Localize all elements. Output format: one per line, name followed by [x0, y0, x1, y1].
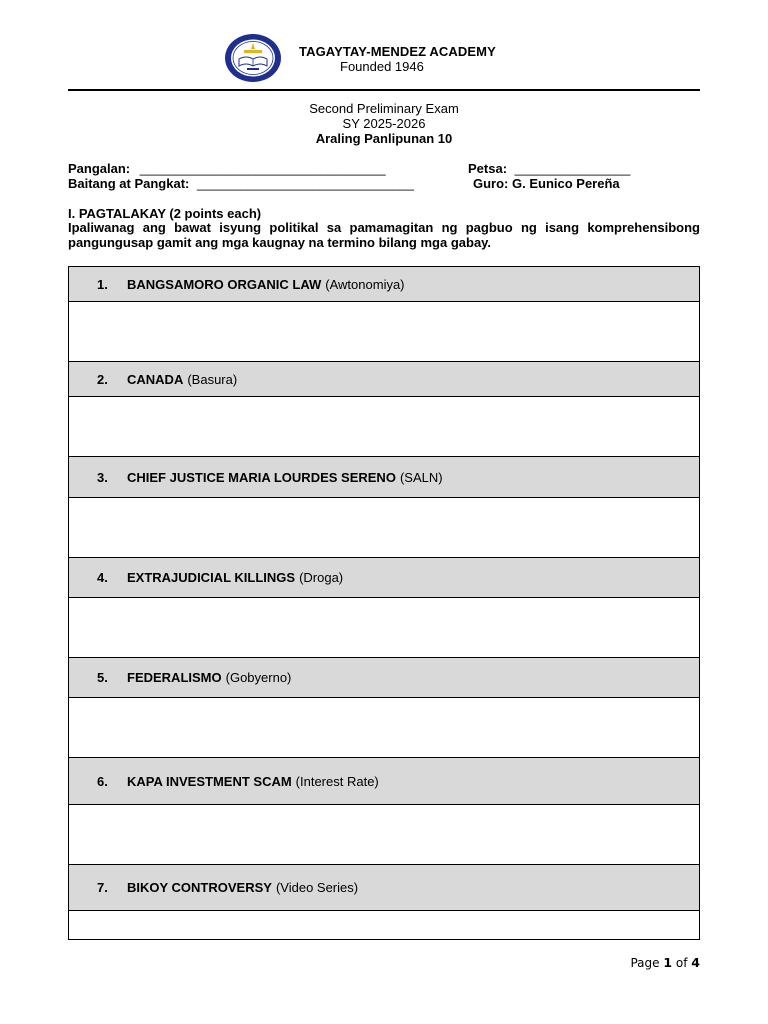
grade-section-label: Baitang at Pangkat:	[68, 176, 190, 191]
question-number: 3.	[97, 469, 108, 485]
question-row-7	[69, 864, 699, 911]
grade-section-field[interactable]	[68, 176, 414, 191]
date-field[interactable]	[468, 161, 630, 176]
question-term: EXTRAJUDICIAL KILLINGS	[127, 570, 296, 585]
section-instructions: Ipaliwanag ang bawat isyung politikal sa pamamagitan ng pagbuo ng isang komprehensibong pangungusap gamit ang mga kaugnay na termino bilang mga gabay.	[68, 220, 700, 250]
question-number: 6.	[97, 773, 108, 789]
question-number: 7.	[97, 880, 108, 895]
question-row-6	[69, 757, 699, 805]
question-row-5	[69, 657, 699, 698]
school-year: SY 2025-2026	[342, 116, 426, 131]
section-title: I. PAGTALAKAY (2 points each)	[68, 206, 262, 221]
question-term: BIKOY CONTROVERSY	[127, 880, 272, 895]
question-row-2	[69, 361, 699, 397]
question-number: 4.	[97, 570, 108, 585]
question-hint: (Gobyerno)	[225, 670, 292, 685]
question-row-3	[69, 456, 699, 498]
page-word: Page	[630, 956, 660, 970]
name-field[interactable]	[68, 161, 386, 176]
subject-title: Araling Panlipunan 10	[315, 131, 453, 146]
teacher-name: Guro: G. Eunico Pereña	[473, 176, 620, 191]
question-hint: (Basura)	[187, 371, 238, 387]
question-term: CHIEF JUSTICE MARIA LOURDES SERENO	[127, 469, 396, 485]
header-divider	[68, 89, 700, 91]
of-word: of	[675, 956, 688, 970]
question-row-1	[69, 267, 699, 302]
current-page: 1	[663, 955, 673, 970]
question-hint: (Interest Rate)	[295, 773, 379, 789]
question-row-4	[69, 557, 699, 598]
school-name: TAGAYTAY-MENDEZ ACADEMY	[299, 44, 496, 59]
question-number: 2.	[97, 371, 108, 387]
name-blank[interactable]: __________________________________	[139, 161, 386, 176]
school-logo	[224, 33, 282, 83]
founded-year: Founded 1946	[340, 59, 424, 74]
question-number: 1.	[97, 276, 108, 292]
question-term: KAPA INVESTMENT SCAM	[127, 773, 292, 789]
exam-title: Second Preliminary Exam	[309, 101, 459, 116]
question-hint: (SALN)	[399, 469, 443, 485]
question-hint: (Droga)	[299, 570, 344, 585]
grade-section-blank[interactable]: ______________________________	[196, 176, 414, 191]
question-term: FEDERALISMO	[127, 670, 222, 685]
total-pages: 4	[691, 955, 700, 970]
date-blank[interactable]: ________________	[514, 161, 631, 176]
question-term: CANADA	[127, 371, 184, 387]
question-term: BANGSAMORO ORGANIC LAW	[127, 276, 322, 292]
question-number: 5.	[97, 670, 108, 685]
page-indicator	[630, 955, 700, 970]
name-label: Pangalan:	[68, 161, 131, 176]
date-label: Petsa:	[468, 161, 508, 176]
question-hint: (Video Series)	[275, 880, 359, 895]
question-hint: (Awtonomiya)	[325, 276, 405, 292]
questions-table	[68, 266, 700, 940]
